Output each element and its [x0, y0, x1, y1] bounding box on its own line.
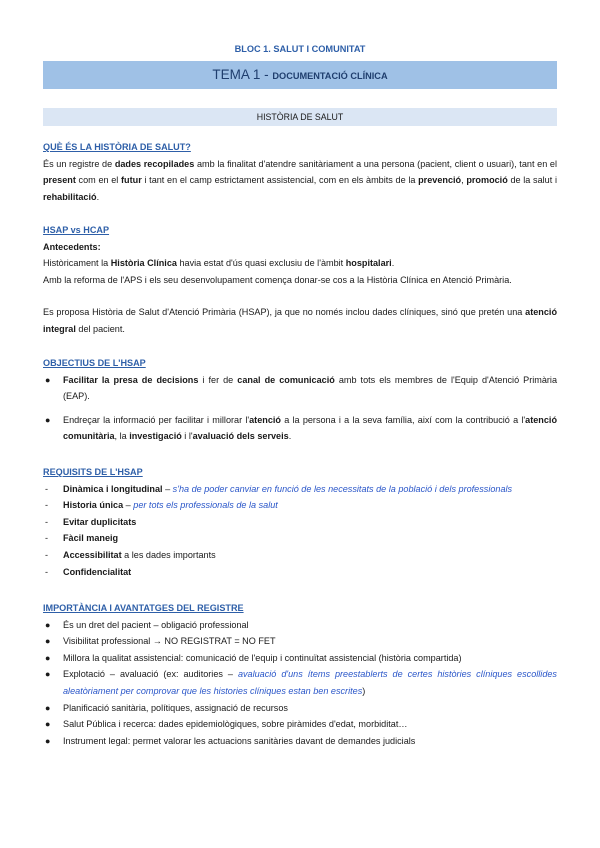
list-item: ● Facilitar la presa de decisions i fer de canal de comunicació amb tots els membres de l'Equip d'Atenció Primària (EAP). — [43, 372, 557, 405]
bullet-icon: ● — [45, 735, 51, 746]
tema-number: TEMA 1 - — [212, 67, 273, 82]
section-importancia — [43, 600, 557, 749]
antecedents-label: Antecedents: — [43, 241, 101, 252]
list-item: - Historia única – per tots els professionals de la salut — [45, 500, 278, 511]
tema-banner — [43, 61, 557, 89]
bullet-icon: ● — [45, 702, 51, 713]
section-banner: HISTÒRIA DE SALUT — [43, 108, 557, 126]
list-item: ● Explotació – avaluació (ex: auditories – avaluació d'uns ítems preestablerts de certes històries clíniques escollides aleatòriament per comprovar que les histories clíniques estan ben escrites) — [43, 666, 557, 699]
antecedents-line-1: Històricament la Història Clínica havia estat d'ús quasi exclusiu de l'àmbit hospitalari. — [43, 258, 395, 269]
tema-title: DOCUMENTACIÓ CLÍNICA — [272, 71, 388, 81]
list-item: - Fàcil maneig — [45, 533, 119, 544]
paragraph-definition: És un registre de dades recopilades amb la finalitat d'atendre sanitàriament a una persona (pacient, client o usuari), tant en el present com en el futur i tant en el camp estrictament assistencial, com en els àmbits de la prevenció, promoció de la salut i rehabilitació. — [43, 158, 557, 202]
section-que-es — [43, 139, 557, 205]
antecedents-line-2: Amb la reforma de l'APS i els seu desenvolupament comença donar-se cos a la Història Clínica en Atenció Primària. — [43, 274, 512, 285]
list-item: - Evitar duplicitats — [45, 516, 137, 527]
objectius-list — [43, 372, 557, 445]
list-item: ● Planificació sanitària, polítiques, assignació de recursos — [43, 700, 557, 717]
bullet-icon: ● — [45, 652, 51, 663]
list-item: ● Salut Pública i recerca: dades epidemiològiques, sobre piràmides d'edat, morbiditat… — [43, 716, 557, 733]
importancia-list — [43, 617, 557, 750]
heading-objectius: OBJECTIUS DE L'HSAP — [43, 358, 146, 368]
section-hsap — [43, 222, 557, 338]
list-item: - Accessibilitat a les dades importants — [45, 549, 216, 560]
heading-requisits: REQUISITS DE L'HSAP — [43, 467, 143, 477]
list-item: ● Endreçar la informació per facilitar i millorar l'atenció a la persona i a la seva família, així com la contribució a l'atenció comunitària, la investigació i l'avaluació dels serveis. — [43, 412, 557, 445]
list-item: ● És un dret del pacient – obligació professional — [43, 617, 557, 634]
heading-hsap: HSAP vs HCAP — [43, 225, 110, 235]
section-requisits — [43, 464, 557, 580]
bullet-icon: ● — [45, 374, 51, 385]
list-item: - Confidencialitat — [45, 566, 132, 577]
paragraph-hsap-proposal: Es proposa Història de Salut d'Atenció Primària (HSAP), ja que no només inclou dades clíniques, sinó que pretén una atenció integral del pacient. — [43, 307, 557, 334]
heading-que-es: QUÈ ÉS LA HISTÒRIA DE SALUT? — [43, 142, 191, 152]
bullet-icon: ● — [45, 636, 51, 647]
list-item: - Dinàmica i longitudinal – s'ha de poder canviar en funció de les necessitats de la població i dels professionals — [45, 483, 513, 494]
section-objectius — [43, 355, 557, 445]
list-item: ● Millora la qualitat assistencial: comunicació de l'equip i continuïtat assistencial (història compartida) — [43, 650, 557, 667]
list-item: ● Instrument legal: permet valorar les actuacions sanitàries davant de demandes judicials — [43, 733, 557, 750]
bloc-title: BLOC 1. SALUT I COMUNITAT — [234, 44, 366, 54]
bullet-icon: ● — [45, 619, 51, 630]
list-item: ● Visibilitat professional → NO REGISTRAT = NO FET — [43, 633, 557, 650]
bullet-icon: ● — [45, 669, 51, 680]
heading-importancia: IMPORTÀNCIA I AVANTATGES DEL REGISTRE — [43, 603, 244, 613]
bullet-icon: ● — [45, 719, 51, 730]
bullet-icon: ● — [45, 414, 51, 425]
requisits-list — [43, 481, 557, 581]
